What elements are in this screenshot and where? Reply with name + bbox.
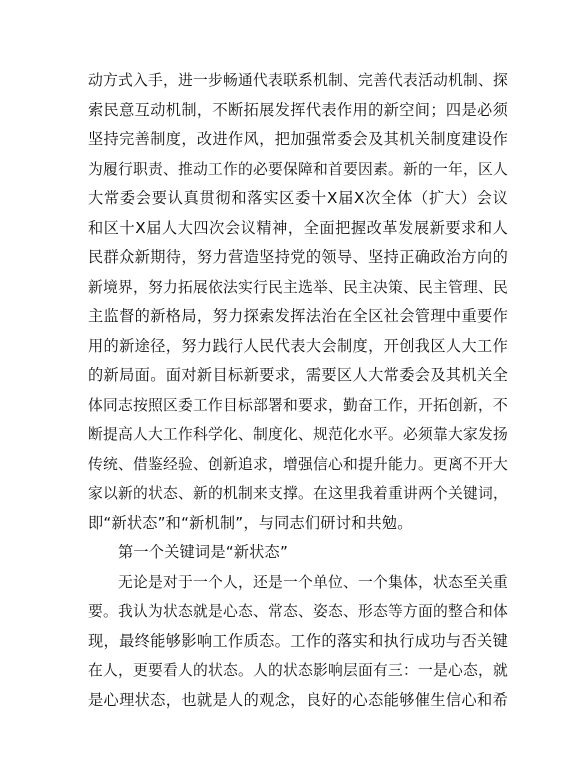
text-line: 传统、借鉴经验、创新追求，增强信心和提升能力。更离不开大 <box>88 455 508 473</box>
text-line: 为履行职责、推动工作的必要保障和首要因素。新的一年，区人 <box>88 160 508 178</box>
text-line: 家以新的状态、新的机制来支撑。在这里我着重讲两个关键词， <box>88 485 508 502</box>
text-line: 要。我认为状态就是心态、常态、姿态、形态等方面的整合和体 <box>88 603 508 620</box>
paragraph <box>88 568 508 716</box>
text-line: 坚持完善制度，改进作风，把加强常委会及其机关制度建设作 <box>88 130 508 148</box>
text-line: 体同志按照区委工作目标部署和要求，勤奋工作，开拓创新，不 <box>88 396 508 414</box>
text-line: 民群众新期待，努力营造坚持党的领导、坚持正确政治方向的 <box>88 248 508 266</box>
text-line: 无论是对于一个人，还是一个单位、一个集体，状态至关重 <box>118 573 508 591</box>
text-line: 的新局面。面对新目标新要求，需要区人大常委会及其机关全 <box>88 366 508 384</box>
text-line: 索民意互动机制，不断拓展发挥代表作用的新空间；四是必须 <box>88 100 508 119</box>
section-heading: 第一个关键词是“新状态” <box>118 543 289 561</box>
text-line: 新境界，努力拓展依法实行民主选举、民主决策、民主管理、民 <box>88 278 508 296</box>
text-line: 动方式入手，进一步畅通代表联系机制、完善代表活动机制、探 <box>88 72 508 89</box>
text-line: 主监督的新格局，努力探索发挥法治在全区社会管理中重要作 <box>88 307 508 325</box>
text-line: 用的新途径，努力践行人民代表大会制度，开创我区人大工作 <box>88 336 508 355</box>
document-body <box>88 66 508 715</box>
text-line: 和区十Ⅹ届人大四次会议精神，全面把握改革发展新要求和人 <box>88 218 508 237</box>
text-line: 大常委会要认真贯彻和落实区委十Ⅹ届Ⅹ次全体（扩大）会议 <box>88 189 508 207</box>
text-line: 断提高人大工作科学化、制度化、规范化水平。必须靠大家发扬 <box>88 426 508 443</box>
text-line: 即“新状态”和“新机制”，与同志们研讨和共勉。 <box>88 513 413 532</box>
paragraph-continuation <box>88 66 508 538</box>
text-line: 现，最终能够影响工作质态。工作的落实和执行成功与否关键 <box>88 631 508 650</box>
text-line: 是心理状态，也就是人的观念，良好的心态能够催生信心和希 <box>88 690 508 709</box>
text-line: 在人，更要看人的状态。人的状态影响层面有三：一是心态，就 <box>88 662 508 679</box>
